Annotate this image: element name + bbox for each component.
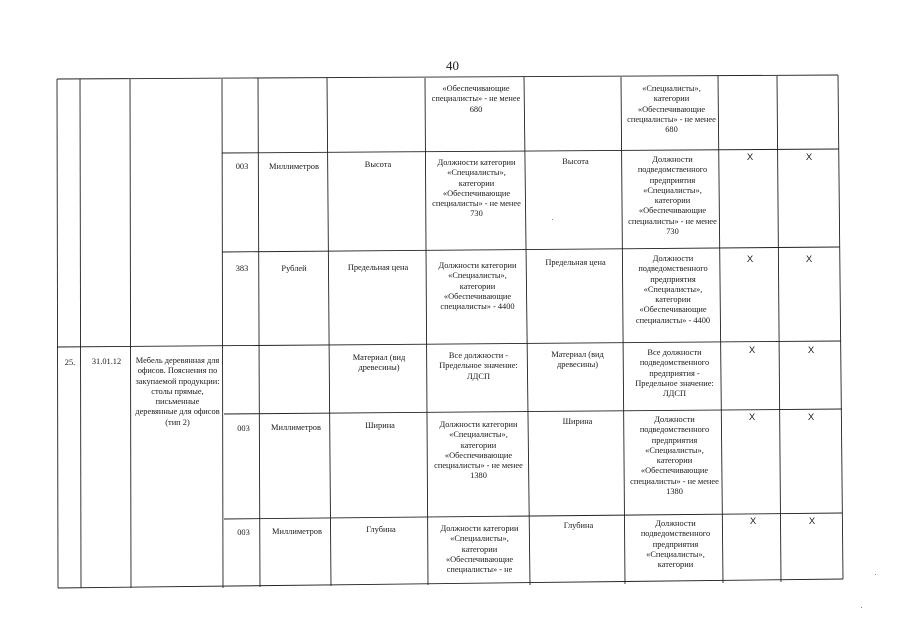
scan-speck [552,219,553,220]
x-mark: X [749,516,757,527]
characteristic-b-cell: Ширина [562,417,593,426]
x-mark: X [746,254,754,265]
x-mark: X [748,345,756,356]
scan-speck [875,574,876,575]
value-b-cell: «Специалисты», категории «Обеспечивающие специалисты» - не менее 680 [627,84,716,135]
x-mark: X [748,412,756,423]
x-mark: X [808,516,816,527]
unit-name-cell: Рублей [281,264,307,273]
x-mark: X [807,345,815,356]
x-mark: X [805,152,813,163]
x-mark: X [746,152,754,163]
characteristic-b-cell: Высота [562,157,589,166]
value-a-cell: Должности категории «Специалисты», категории «Обеспечивающие специалисты» - не менее 730 [432,158,521,219]
value-b-cell: Все должности подведомственного предприятия - Предельное значение: ЛДСП [635,348,714,399]
unit-code-cell: 003 [237,424,250,433]
unit-code-cell: 003 [235,162,249,171]
item-number: 25. [64,358,76,367]
characteristic-cell: Материал (вид древесины) [352,353,406,373]
item-okpd-code: 31.01.12 [91,357,122,366]
value-b-cell: Должности подведомственного предприятия «Специалисты», категории [640,519,711,570]
page-number: 40 [446,58,459,73]
value-b-cell: Должности подведомственного предприятия «Специалисты», категории «Обеспечивающие специалисты» - не менее 730 [628,155,717,237]
unit-name-cell: Миллиметров [272,527,322,536]
characteristic-cell: Высота [364,160,392,169]
characteristic-cell: Предельная цена [347,263,409,272]
characteristic-b-cell: Предельная цена [545,258,606,267]
characteristic-cell: Глубина [366,525,396,534]
characteristic-cell: Ширина [365,421,395,430]
unit-name-cell: Миллиметров [269,162,319,171]
unit-code-cell: 003 [237,528,250,537]
value-a-cell: Должности категории «Специалисты», категории «Обеспечивающие специалисты» - не [440,524,519,575]
value-a-cell: Должности категории «Специалисты», категории «Обеспечивающие специалисты» - не менее 1380 [434,420,523,481]
unit-name-cell: Миллиметров [271,423,321,432]
value-a-cell: «Обеспечивающие специалисты» - не менее 680 [431,84,521,114]
value-b-cell: Должности подведомственного предприятия «Специалисты», категории «Обеспечивающие специалисты» - не менее 1380 [630,415,719,497]
value-a-cell: Все должности - Предельное значение: ЛДСП [439,351,518,381]
unit-code-cell: 383 [235,264,249,273]
characteristic-b-cell: Материал (вид древесины) [551,350,604,370]
x-mark: X [805,254,813,265]
value-b-cell: Должности подведомственного предприятия «Специалисты», категории «Обеспечивающие специалисты» - 4400 [635,254,711,325]
scan-speck [861,607,862,608]
item-name: Мебель деревянная для офисов. Пояснения по закупаемой продукции: столы прямые, письменные деревянные для офисов (тип 2) [135,356,220,427]
value-a-cell: Должности категории «Специалисты», категории «Обеспечивающие специалисты» - 4400 [438,261,517,312]
x-mark: X [807,412,815,423]
characteristic-b-cell: Глубина [563,521,594,530]
